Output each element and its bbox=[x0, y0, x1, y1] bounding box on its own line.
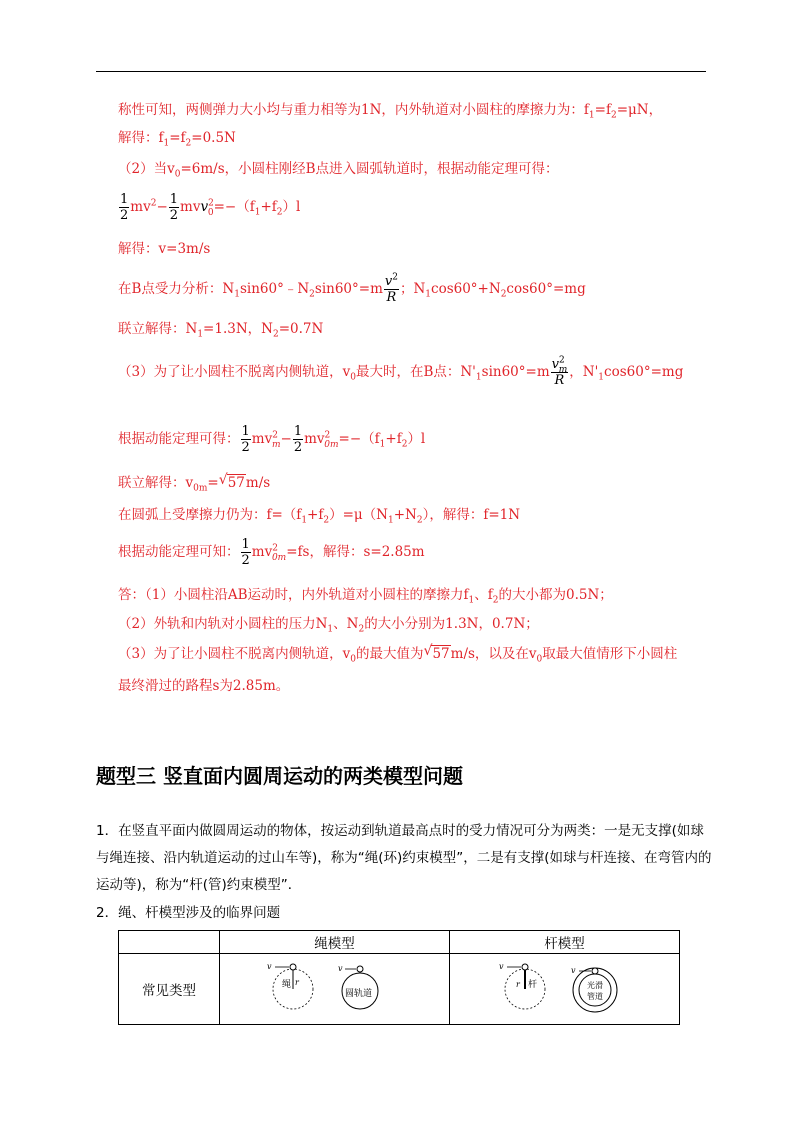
answer-line-3: （3）为了让小圆柱不脱离内侧轨道，$v_0$的最大值为 √ 57m/s，以及在$v_0$取最大值情形下小圆柱 bbox=[118, 643, 678, 665]
column-rod-model: 杆模型 bbox=[450, 931, 680, 954]
fraction-half: $\frac{1}{2}$ bbox=[293, 424, 303, 455]
critical-problems-title: 2．绳、杆模型涉及的临界问题 bbox=[96, 905, 281, 921]
rod-label: 杆 bbox=[527, 980, 537, 990]
fraction-half: $\frac{1}{2}$ bbox=[120, 192, 129, 223]
fraction-half: $\frac{1}{2}$ bbox=[169, 192, 179, 223]
pipe-label: 管道 bbox=[586, 992, 603, 1001]
model-table bbox=[118, 930, 680, 1025]
track-label: 圆轨道 bbox=[344, 989, 372, 999]
rod-model-diagram bbox=[495, 957, 635, 1017]
solution-line-10: 联立解得：$v_{0m}=$ √ 57m/s bbox=[118, 472, 271, 494]
rope-model-figures bbox=[220, 954, 450, 1025]
radius-label: r bbox=[515, 980, 520, 989]
intro-paragraph: 1．在竖直平面内做圆周运动的物体，按运动到轨道最高点时的受力情况可分为两类：一是无支撑(如球与绳连接、沿内轨道运动的过山车等)，称为“绳(环)约束模型”，二是有支撑(如球与杆连接、在弯管内的运动等)，称为“杆(管)约束模型”． bbox=[96, 823, 712, 893]
velocity-label: v bbox=[498, 962, 504, 971]
answer-line-4: 最终滑过的路程s为2.85m。 bbox=[118, 678, 290, 694]
header-rule bbox=[96, 71, 706, 72]
velocity-label: v bbox=[337, 964, 343, 973]
fraction-half: $\frac{1}{2}$ bbox=[241, 537, 250, 568]
answer-line-2: （2）外轨和内轨对小圆柱的压力$N_1$、$N_2$的大小分别为1.3N，0.7N； bbox=[118, 616, 539, 635]
solution-line-1: 称性可知，两侧弹力大小均与重力相等为1N，内外轨道对小圆柱的摩擦力为：$f_1=f_2=\mu N$， bbox=[118, 102, 663, 121]
row-common-types: 常见类型 bbox=[119, 954, 220, 1025]
velocity-label: v bbox=[266, 962, 272, 971]
solution-line-7: 联立解得：$N_1=1.3N$，$N_2=0.7N$ bbox=[118, 321, 324, 340]
sqrt-57: √ 57 bbox=[423, 643, 450, 662]
force-analysis-b: 在B点受力分析：$N_1\sin 60^\circ﹣N_2\sin 60^\circ=m$ $\frac{v^2}{R}$ ；$N_1\cos 60^\circ+N_2\cos 60^\circ=mg$ bbox=[118, 272, 586, 305]
solution-line-11: 在圆弧上受摩擦力仍为：$f=(f_1+f_2)=\mu(N_1+N_2)$，解得：f=1N bbox=[118, 507, 521, 526]
fraction-vm2-over-r: $\frac{v^2_m}{R}$ bbox=[551, 355, 568, 388]
solution-line-5: 解得：v=3m/s bbox=[118, 241, 211, 257]
solution-line-2: 解得：$f_1=f_2=0.5N$ bbox=[118, 130, 236, 149]
rope-label: 绳 bbox=[281, 980, 291, 990]
rod-model-figures bbox=[450, 954, 680, 1025]
energy-equation-3: 根据动能定理可知： $\frac{1}{2}$ $mv^2_{0m}=fs$，解得：s=2.85m bbox=[118, 537, 425, 568]
energy-equation-2: 根据动能定理可得： $\frac{1}{2}$ $mv^2_m-$ $\frac{1}{2}$ $mv^2_{0m}=-(f_1+f_2)l$ bbox=[118, 424, 426, 455]
radius-label: r bbox=[294, 978, 299, 987]
velocity-label: v bbox=[570, 966, 576, 975]
solution-line-3: （2）当$v_0=6m/s$，小圆柱刚经B点进入圆弧轨道时，根据动能定理可得： bbox=[118, 161, 559, 180]
energy-equation-1: $\frac{1}{2}$ $mv^2-$ $\frac{1}{2}$ $mvv^2_0=-(f_1+f_2)l$ bbox=[120, 192, 301, 223]
smooth-label: 光滑 bbox=[586, 981, 603, 990]
sqrt-57: √ 57 bbox=[218, 472, 245, 491]
column-rope-model: 绳模型 bbox=[220, 931, 450, 954]
fraction-half: $\frac{1}{2}$ bbox=[241, 424, 250, 455]
section-heading: 题型三 竖直面内圆周运动的两类模型问题 bbox=[96, 764, 463, 788]
force-analysis-max: （3）为了让小圆柱不脱离内侧轨道，$v_0$最大时，在B点：$N'_1\sin 60^\circ=m$ $\frac{v^2_m}{R}$ ，$N'_1\cos 60^\circ=mg$ bbox=[118, 355, 684, 388]
fraction-v2-over-r: $\frac{v^2}{R}$ bbox=[384, 272, 398, 305]
rope-model-diagram bbox=[265, 957, 405, 1017]
answer-line-1: 答：（1）小圆柱沿AB运动时，内外轨道对小圆柱的摩擦力$f_1$、$f_2$的大小都为0.5N； bbox=[118, 587, 613, 606]
